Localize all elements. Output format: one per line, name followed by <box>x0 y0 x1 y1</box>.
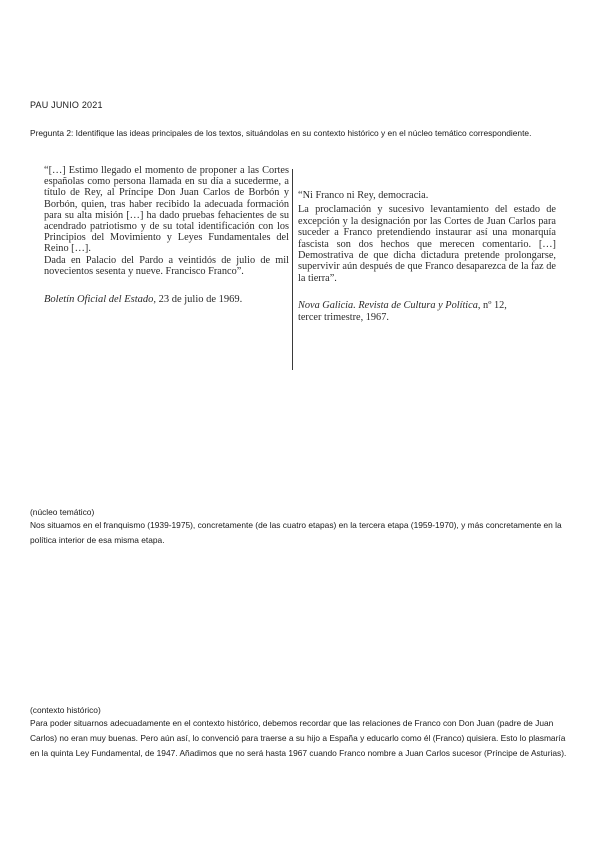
source-left-citation-source: Boletín Oficial del Estado, <box>44 294 156 306</box>
source-right-citation-period: tercer trimestre, 1967. <box>298 312 389 324</box>
source-right-citation-issue: , nº 12, <box>477 300 507 312</box>
source-divider <box>292 169 293 370</box>
nucleo-body: Nos situamos en el franquismo (1939-1975), concretamente (de las cuatro etapas) en la tercera etapa (1959-1970), y más concretamente en la política interior de esa misma etapa. <box>30 520 562 545</box>
source-text-left <box>44 165 289 305</box>
source-texts <box>44 165 560 370</box>
source-text-right <box>298 190 556 324</box>
source-right-headline: “Ni Franco ni Rey, democracia. <box>298 190 429 201</box>
contexto-body: Para poder situarnos adecuadamente en el contexto histórico, debemos recordar que las relaciones de Franco con Don Juan (padre de Juan Carlos) no eran muy buenas. Pero aún así, lo convenció para traerse a su hijo a España y educarlo como él (Franco) quisiera. Esto lo plasmaría en la quinta Ley Fundamental, de 1947. Añadimos que no será hasta 1967 cuando Franco nombre a Juan Carlos sucesor (Príncipe de Asturias). <box>30 718 567 758</box>
question-prompt: Pregunta 2: Identifique las ideas principales de los textos, situándolas en su contexto histórico y en el núcleo temático correspondiente. <box>30 128 532 138</box>
source-left-citation <box>44 294 289 305</box>
source-right-citation-journal: Nova Galicia. Revista de Cultura y Política <box>298 300 478 312</box>
source-right-quote: La proclamación y sucesivo levantamiento del estado de excepción y la designación por las Cortes de Juan Carlos para suceder a Franco pretendiendo instaurar así una monarquía fascista son dos hechos que merecen comentario. […] Demostrativa de que dicha dictadura pretende prolongarse, supervivir aún después de que Franco desaparezca de la faz de la tierra”. <box>298 204 556 284</box>
source-left-signature: Dada en Palacio del Pardo a veintidós de julio de mil novecientos sesenta y nueve. Francisco Franco”. <box>44 254 289 277</box>
source-left-quote: “[…] Estimo llegado el momento de proponer a las Cortes españolas como persona llamada en su día a sucederme, a título de Rey, al Príncipe Don Juan Carlos de Borbón y Borbón, quien, tras haber recibido la adecuada formación para su alta misión […] ha dado pruebas fehacientes de su acendrado patriotismo y de su total identificación con los Principios del Movimiento y Leyes Fundamentales del Reino […]. <box>44 165 289 255</box>
contexto-heading: (contexto histórico) <box>30 705 101 715</box>
nucleo-heading: (núcleo temático) <box>30 507 95 517</box>
source-left-citation-date: 23 de julio de 1969. <box>158 294 243 306</box>
source-right-citation <box>298 300 556 324</box>
exam-title: PAU JUNIO 2021 <box>30 100 103 110</box>
